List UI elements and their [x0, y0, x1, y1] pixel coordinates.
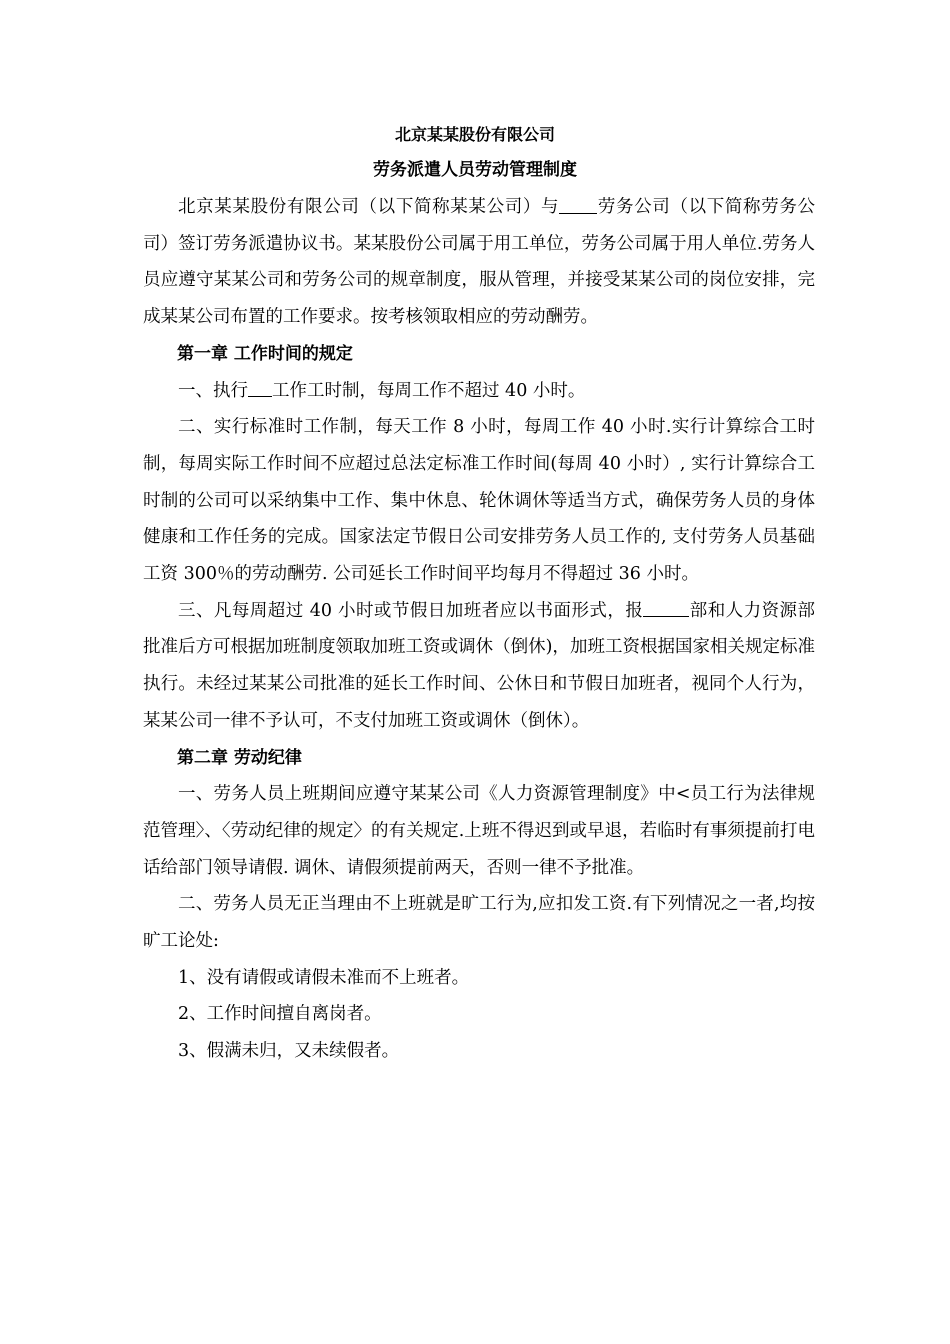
chapter1-item3: [143, 593, 815, 740]
blank-work-hour-type: [248, 379, 272, 398]
chapter2-sub3: 3、假满未归，又未续假者。: [178, 1041, 400, 1062]
chapter1-item2: 二、实行标准时工作制，每天工作 8 小时，每周工作 40 小时.实行计算综合工时制，每周实际工作时间不应超过总法定标准工作时间(每周 40 小时）, 实行计算综合工时制的公司可以采纳集中工作、集中休息、轮休调休等适当方式，确保劳务人员的身体健康和工作任务的完成。国家法定节假日公司安排劳务人员工作的, 支付劳务人员基础工资 300％的劳动酬劳. 公司延长工作时间平均每月不得超过 36 小时。: [143, 417, 816, 585]
intro-text-part2: 劳务公司（以下简称劳务公司）签订劳务派遣协议书。某某股份公司属于用工单位，劳务公司属于用人单位.劳务人员应遵守某某公司和劳务公司的规章制度，服从管理，并接受某某公司的岗位安排，完成某某公司布置的工作要求。按考核领取相应的劳动酬劳。: [143, 197, 816, 328]
document-title: 劳务派遣人员劳动管理制度: [373, 160, 577, 180]
intro-text-part1: 北京某某股份有限公司（以下简称某某公司）与: [178, 197, 560, 217]
chapter1-heading: 第一章 工作时间的规定: [177, 343, 353, 364]
chapter1-item1: [143, 373, 815, 410]
blank-labor-company: [559, 195, 597, 214]
chapter2-sub1: 1、没有请假或请假未准而不上班者。: [178, 967, 470, 988]
chapter2-heading: 第二章 劳动纪律: [177, 747, 302, 768]
chapter2-item1: 一、劳务人员上班期间应遵守某某公司《人力资源管理制度》中<员工行为法律规范管理〉、〈劳动纪律的规定〉的有关规定.上班不得迟到或早退，若临时有事须提前打电话给部门领导请假. 调休、请假须提前两天，否则一律不予批准。: [143, 784, 815, 878]
company-name: 北京某某股份有限公司: [394, 125, 555, 144]
chapter2-item2: 二、劳务人员无正当理由不上班就是旷工行为,应扣发工资.有下列情况之一者,均按旷工论处:: [143, 894, 815, 952]
chapter1-item1-part1: 一、执行: [178, 380, 248, 401]
intro-paragraph: [143, 189, 815, 336]
document-body: [143, 189, 815, 1070]
chapter2-sub2: 2、工作时间擅自离岗者。: [178, 1004, 382, 1025]
chapter1-item3-part2: 部和人力资源部批准后方可根据加班制度领取加班工资或调休（倒休)，加班工资根据国家相关规定标准执行。未经过某某公司批准的延长工作时间、公休日和节假日加班者，视同个人行为，某某公司一律不予认可，不支付加班工资或调休（倒休）。: [143, 600, 815, 731]
chapter1-item3-part1: 三、凡每周超过 40 小时或节假日加班者应以书面形式，报: [178, 600, 644, 621]
blank-department: [643, 599, 689, 618]
chapter1-item1-part2: 工作工时制，每周工作不超过 40 小时。: [272, 380, 586, 401]
